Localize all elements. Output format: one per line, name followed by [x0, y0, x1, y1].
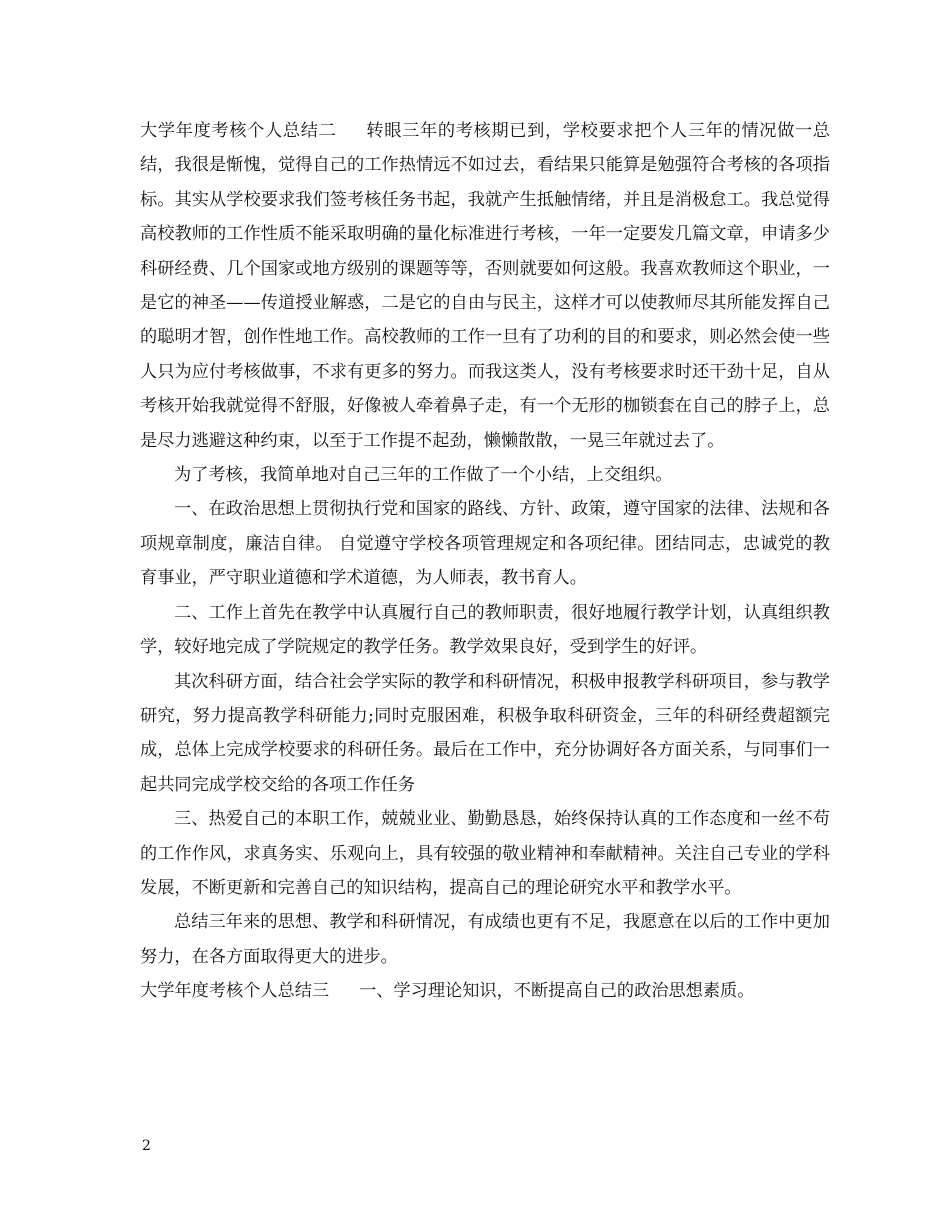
section-2-intro-text: 转眼三年的考核期已到，学校要求把个人三年的情况做一总结，我很是惭愧，觉得自己的工作热情远不如过去，看结果只能算是勉强符合考核的各项指标。其实从学校要求我们签考核任务书起，我就产生抵触情绪，并且是消极怠工。我总觉得高校教师的工作性质不能采取明确的量化标准进行考核，一年一定要发几篇文章，申请多少科研经费、几个国家或地方级别的课题等等，否则就要如何这般。我喜欢教师这个职业，一是它的神圣——传道授业解惑，二是它的自由与民主，这样才可以使教师尽其所能发挥自己的聪明才智，创作性地工作。高校教师的工作一旦有了功利的目的和要求，则必然会使一些人只为应付考核做事，不求有更多的努力。而我这类人，没有考核要求时还干劲十足，自从考核开始我就觉得不舒服，好像被人牵着鼻子走，有一个无形的枷锁套在自己的脖子上，总是尽力逃避这种约束，以至于工作提不起劲，懒懒散散，一晃三年就过去了。: [140, 121, 830, 451]
section-2-heading: 大学年度考核个人总结二: [140, 121, 337, 141]
section-2-paragraph: [140, 114, 830, 458]
paragraph-research-work: 其次科研方面，结合社会学实际的教学和科研情况，积极申报教学科研项目，参与教学研究，努力提高教学科研能力;同时克服困难，积极争取科研资金，三年的科研经费超额完成，总体上完成学校要求的科研任务。最后在工作中，充分协调好各方面关系，与同事们一起共同完成学校交给的各项工作任务: [140, 671, 830, 795]
section-3-paragraph: [140, 974, 830, 1008]
section-3-intro-text: 一、学习理论知识，不断提高自己的政治思想素质。: [359, 981, 755, 1002]
paragraph-teaching-work: 二、工作上首先在教学中认真履行自己的教师职责，很好地履行教学计划，认真组织教学，较好地完成了学院规定的教学任务。教学效果良好，受到学生的好评。: [140, 602, 830, 658]
section-3-heading: 大学年度考核个人总结三: [140, 981, 330, 1002]
document-body: [140, 114, 830, 1009]
paragraph-conclusion: 总结三年来的思想、教学和科研情况，有成绩也更有不足，我愿意在以后的工作中更加努力，在各方面取得更大的进步。: [140, 912, 830, 967]
paragraph-dedication: 三、热爱自己的本职工作，兢兢业业、勤勤恳恳，始终保持认真的工作态度和一丝不苟的工作作风，求真务实、乐观向上，具有较强的敬业精神和奉献精神。关注自己专业的学科发展，不断更新和完善自己的知识结构，提高自己的理论研究水平和教学水平。: [140, 809, 830, 898]
page-number: 2: [142, 1138, 151, 1154]
paragraph-political-thought: 一、在政治思想上贯彻执行党和国家的路线、方针、政策，遵守国家的法律、法规和各项规章制度，廉洁自律。 自觉遵守学校各项管理规定和各项纪律。团结同志，忠诚党的教育事业，严守职业道德和学术道德，为人师表，教书育人。: [140, 499, 830, 589]
paragraph-summary-note: 为了考核，我简单地对自己三年的工作做了一个小结，上交组织。: [174, 465, 673, 486]
